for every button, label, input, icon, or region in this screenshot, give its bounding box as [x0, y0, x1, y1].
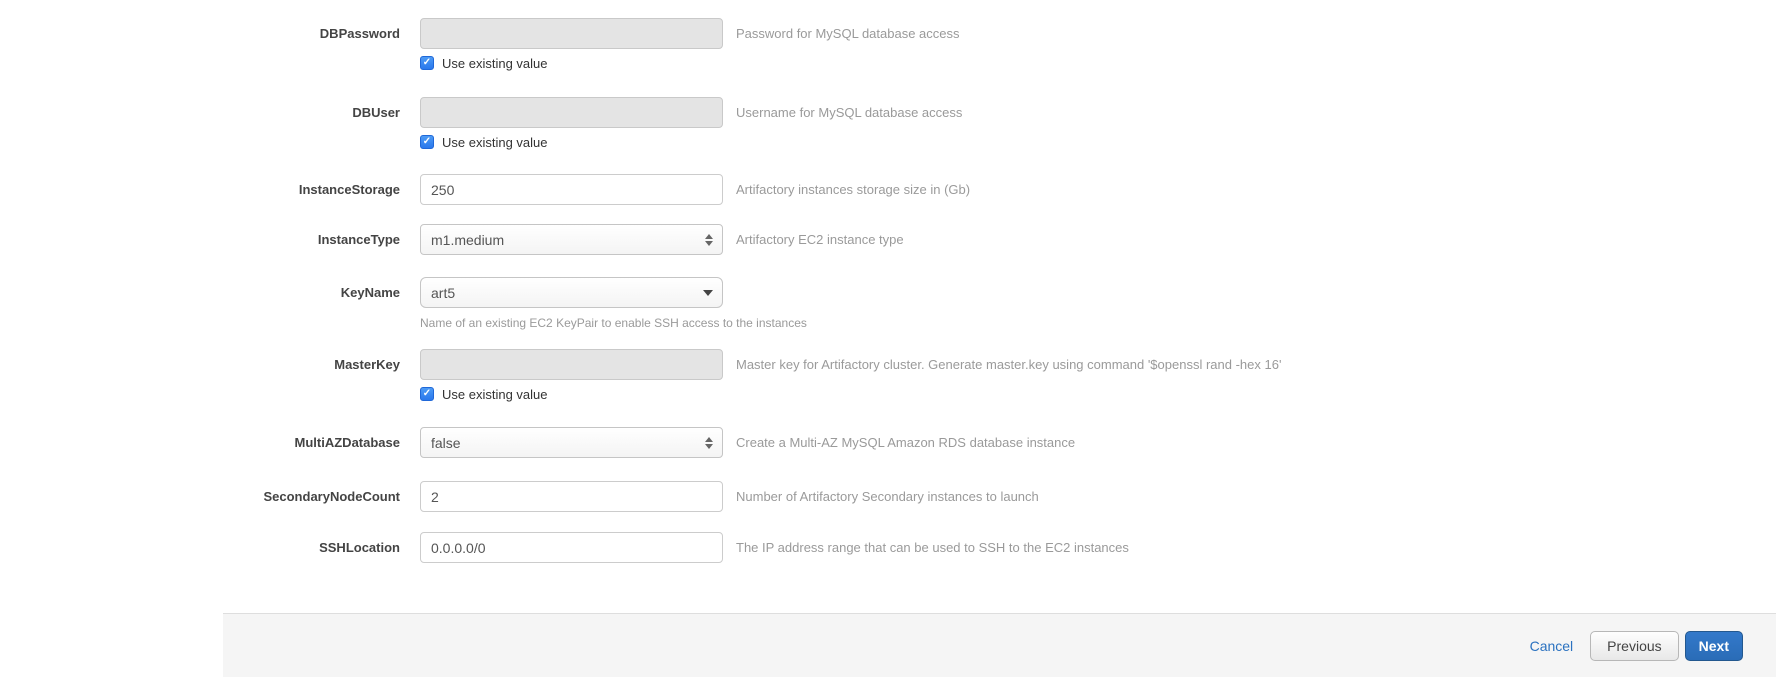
dbuser-use-existing-checkbox[interactable] — [420, 134, 723, 150]
instancetype-label: InstanceType — [317, 232, 400, 247]
check-icon — [423, 389, 431, 399]
field-row-keyname — [0, 277, 1776, 330]
instancetype-select[interactable] — [420, 224, 723, 255]
multiazdatabase-label: MultiAZDatabase — [294, 435, 400, 450]
keyname-selected-value: art5 — [431, 284, 456, 301]
masterkey-use-existing-checkbox[interactable] — [420, 386, 723, 402]
field-row-dbpassword — [0, 18, 1776, 71]
field-row-masterkey — [0, 349, 1776, 402]
secondarynodecount-input[interactable] — [420, 481, 723, 512]
field-row-instancetype — [0, 224, 1776, 255]
secondarynodecount-description: Number of Artifactory Secondary instances to launch — [736, 489, 1039, 504]
stack-parameters-form — [0, 18, 1776, 563]
multiazdatabase-select[interactable] — [420, 427, 723, 458]
next-button[interactable]: Next — [1685, 631, 1743, 661]
use-existing-value-label: Use existing value — [442, 386, 548, 402]
field-row-sshlocation — [0, 532, 1776, 563]
multiazdatabase-description: Create a Multi-AZ MySQL Amazon RDS database instance — [736, 435, 1076, 450]
chevron-down-icon — [703, 290, 713, 296]
field-row-instancestorage — [0, 174, 1776, 205]
secondarynodecount-label: SecondaryNodeCount — [263, 489, 400, 504]
keyname-dropdown[interactable] — [420, 277, 723, 308]
multiazdatabase-selected-value: false — [431, 434, 461, 451]
dbuser-input[interactable] — [420, 97, 723, 128]
sshlocation-label: SSHLocation — [319, 540, 400, 555]
keyname-help-text: Name of an existing EC2 KeyPair to enable SSH access to the instances — [420, 316, 807, 330]
instancetype-description: Artifactory EC2 instance type — [736, 232, 904, 247]
checkbox-checked-icon[interactable] — [420, 135, 434, 149]
select-updown-arrows-icon — [705, 437, 713, 449]
masterkey-description: Master key for Artifactory cluster. Generate master.key using command '$openssl rand -hex 16' — [736, 357, 1282, 372]
check-icon — [423, 137, 431, 147]
sshlocation-input[interactable] — [420, 532, 723, 563]
instancestorage-input[interactable] — [420, 174, 723, 205]
check-icon — [423, 58, 431, 68]
dbpassword-label: DBPassword — [319, 26, 400, 41]
wizard-footer — [223, 613, 1776, 677]
dbuser-description: Username for MySQL database access — [736, 105, 963, 120]
dbuser-label: DBUser — [352, 105, 400, 120]
instancestorage-description: Artifactory instances storage size in (Gb) — [736, 182, 971, 197]
field-row-multiazdatabase — [0, 427, 1776, 458]
cancel-button[interactable]: Cancel — [1529, 637, 1574, 654]
keyname-label: KeyName — [340, 285, 400, 300]
field-row-dbuser — [0, 97, 1776, 150]
dbpassword-input[interactable] — [420, 18, 723, 49]
select-updown-arrows-icon — [705, 234, 713, 246]
previous-button[interactable]: Previous — [1590, 631, 1678, 661]
masterkey-label: MasterKey — [334, 357, 400, 372]
use-existing-value-label: Use existing value — [442, 134, 548, 150]
use-existing-value-label: Use existing value — [442, 55, 548, 71]
instancestorage-label: InstanceStorage — [298, 182, 400, 197]
dbpassword-use-existing-checkbox[interactable] — [420, 55, 723, 71]
dbpassword-description: Password for MySQL database access — [736, 26, 960, 41]
field-row-secondarynodecount — [0, 481, 1776, 512]
checkbox-checked-icon[interactable] — [420, 387, 434, 401]
instancetype-selected-value: m1.medium — [431, 231, 505, 248]
checkbox-checked-icon[interactable] — [420, 56, 434, 70]
masterkey-input[interactable] — [420, 349, 723, 380]
sshlocation-description: The IP address range that can be used to SSH to the EC2 instances — [736, 540, 1129, 555]
